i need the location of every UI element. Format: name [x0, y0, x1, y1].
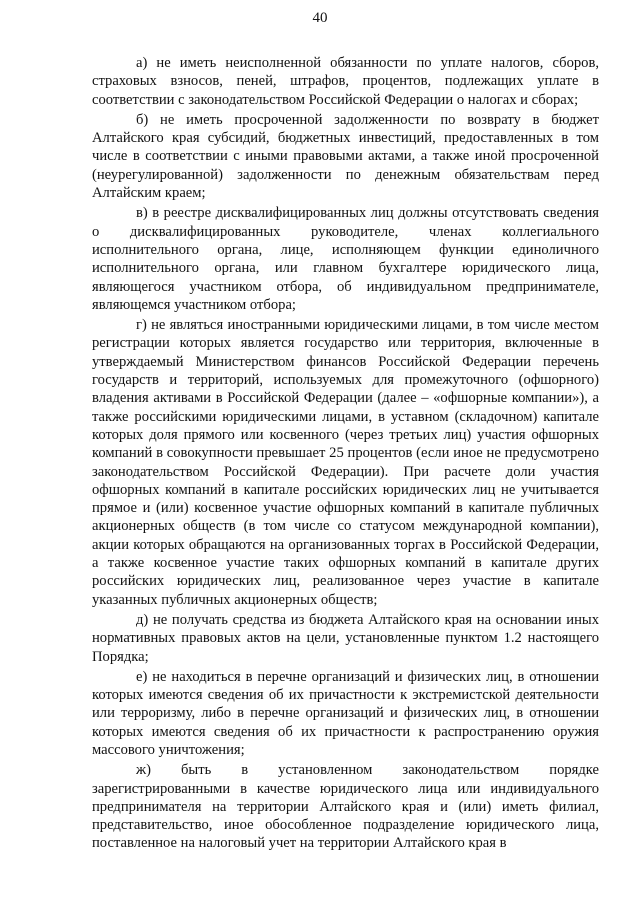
paragraph-g: г) не являться иностранными юридическими лицами, в том числе местом регистрации которых является государство или территория, включенные в утверждаемый Министерством финансов Российской Федерации перечень государств и территорий, используемых для промежуточного (офшорного) владения активами в Российской Федерации (далее – «офшорные компании»), а также российскими юридическими лицами, в уставном (складочном) капитале которых доля прямого или косвенного (через третьих лиц) участия офшорных компаний в совокупности превышает 25 процентов (если иное не предусмотрено законодательством Российской Федерации). При расчете доли участия офшорных компаний в капитале российских юридических лиц не учитывается прямое и (или) косвенное участие офшорных компаний в капитале публичных акционерных обществ (в том числе со статусом международной компании), акции которых обращаются на организованных торгах в Российской Федерации, а также косвенное участие таких офшорных компаний в капитале других российских юридических лиц, реализованное через участие в капитале указанных публичных акционерных обществ;	[92, 317, 599, 608]
paragraph-d: д) не получать средства из бюджета Алтайского края на основании иных нормативных правовых актов на цели, установленные пунктом 1.2 настоящего Порядка;	[92, 611, 599, 665]
document-body	[92, 54, 599, 855]
paragraph-b: б) не иметь просроченной задолженности по возврату в бюджет Алтайского края субсидий, бюджетных инвестиций, предоставленных в том числе в соответствии с иными правовыми актами, а также иной просроченной (неурегулированной) задолженности по денежным обязательствам перед Алтайским краем;	[92, 111, 599, 202]
paragraph-v: в) в реестре дисквалифицированных лиц должны отсутствовать сведения о дисквалифицированных руководителе, членах коллегиального исполнительного органа, лице, исполняющем функции единоличного исполнительного органа, или главном бухгалтере юридического лица, являющегося участником отбора, об индивидуальном предпринимателе, являющемся участником отбора;	[92, 205, 599, 313]
paragraph-e: е) не находиться в перечне организаций и физических лиц, в отношении которых имеются сведения об их причастности к экстремистской деятельности или терроризму, либо в перечне организаций и физических лиц, в отношении которых имеются сведения об их причастности к распространению оружия массового уничтожения;	[92, 668, 599, 758]
page-number: 40	[312, 10, 328, 26]
paragraph-a: а) не иметь неисполненной обязанности по уплате налогов, сборов, страховых взносов, пеней, штрафов, процентов, подлежащих уплате в соответствии с законодательством Российской Федерации о налогах и сборах;	[92, 55, 599, 108]
paragraph-zh: ж) быть в установленном законодательством порядке зарегистрированными в качестве юридического лица или индивидуального предпринимателя на территории Алтайского края и (или) иметь филиал, представительство, иное обособленное подразделение юридического лица, поставленное на налоговый учет на территории Алтайского края в	[92, 762, 599, 852]
